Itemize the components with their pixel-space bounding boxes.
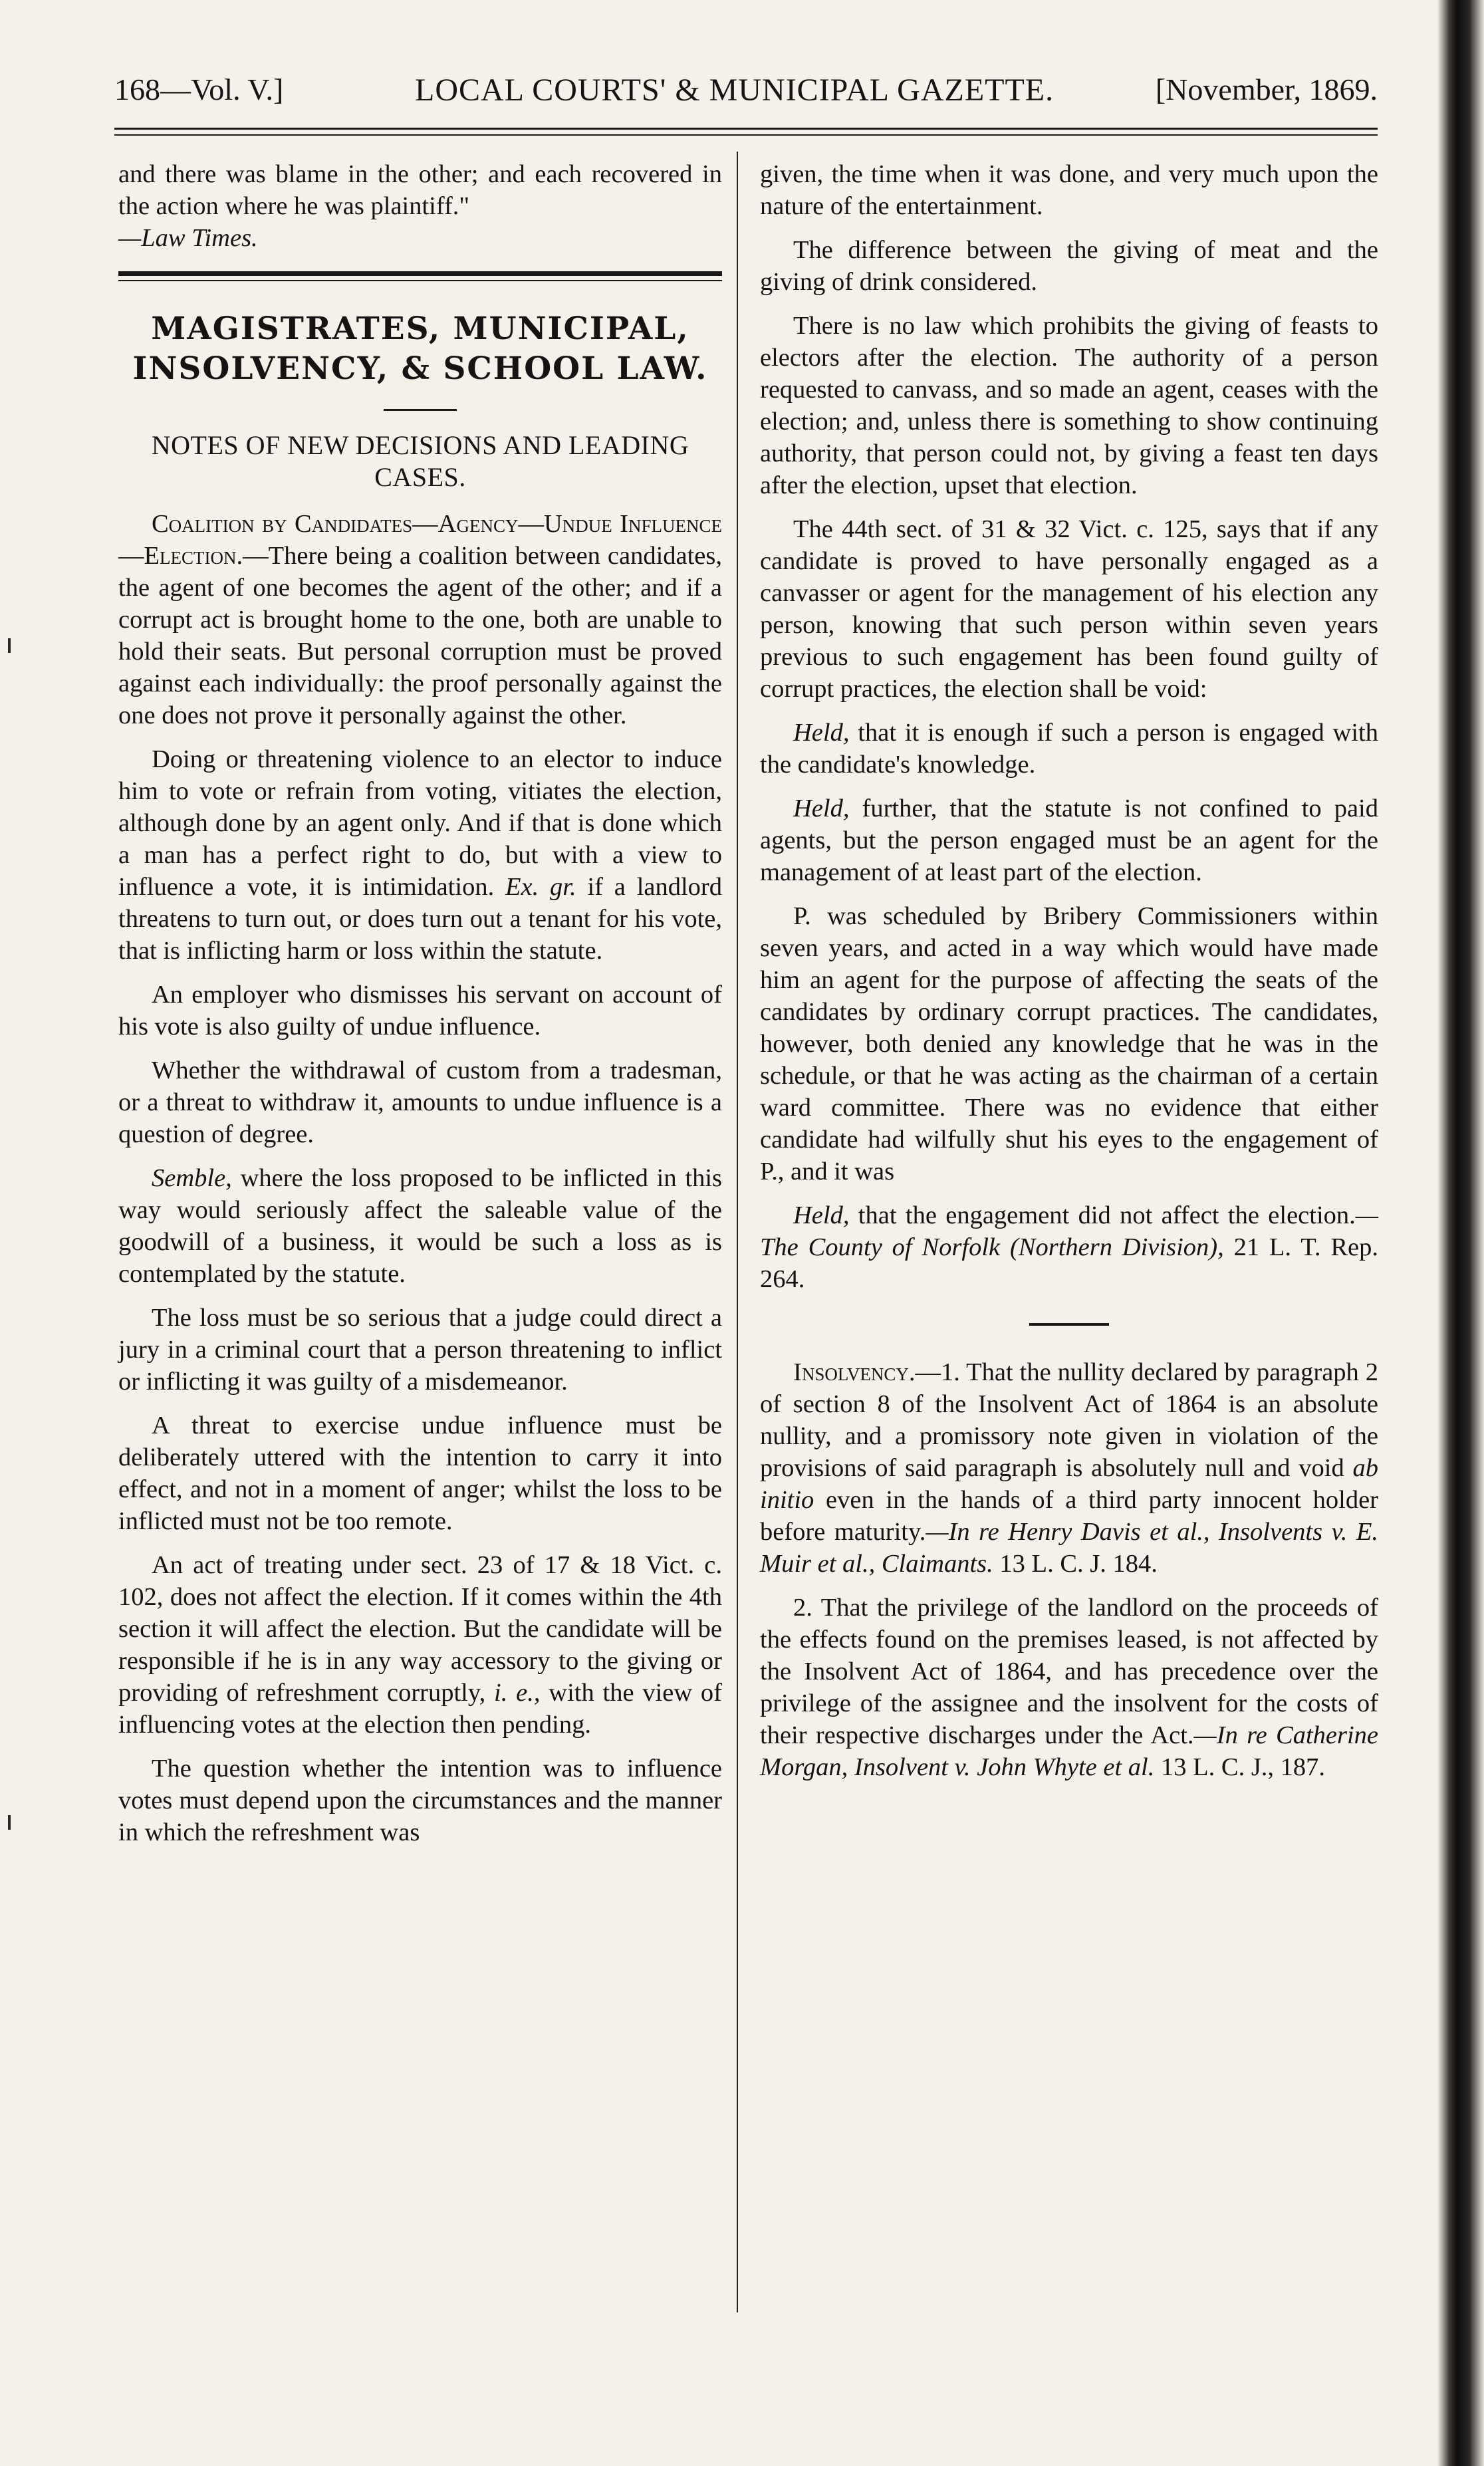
paragraph: There is no law which prohibits the giving of feasts to electors after the election. The authority of a person requested to canvass, and so made an agent, ceases with the election; and, unless there is something to show continuing authority, that person could not, by giving a feast ten days after the election, upset that election.: [760, 312, 1378, 499]
case-citation: —In re Catherine Morgan, Insolvent v. John Whyte et al.: [760, 1721, 1378, 1781]
header-rule-thin: [114, 134, 1378, 136]
issue-date: [November, 1869.: [1155, 72, 1378, 106]
paragraph: Held, that it is enough if such a person is engaged with the candidate's knowledge.: [760, 719, 1378, 779]
paragraph: Held, further, that the statute is not confined to paid agents, but the person engaged must be an agent for the management of at least part of the election.: [760, 795, 1378, 886]
margin-mark: [8, 638, 11, 653]
case-citation: —In re Henry Davis et al., Insolvents v. E. Muir et al., Claimants.: [760, 1518, 1378, 1578]
paragraph: The question whether the intention was to influence votes must depend upon the circumstances and the manner in which the refreshment was: [118, 1755, 722, 1846]
paragraph: P. was scheduled by Bribery Commissioners within seven years, and acted in a way which would have made him an agent for the purpose of affecting the seats of the candidates by ordinary corrupt practices. The candidates, however, both denied any knowledge that he was in the schedule, or that he was acting as the chairman of a certain ward committee. There was no evidence that either candidate had wilfully shut his eyes to the engagement of P., and it was: [760, 902, 1378, 1185]
paragraph: The 44th sect. of 31 & 32 Vict. c. 125, says that if any candidate is proved to have personally engaged as a canvasser or agent for the management of his election any person, knowing that such person within seven years previous to such engagement has been found guilty of corrupt practices, the election shall be void:: [760, 515, 1378, 703]
paragraph: An act of treating under sect. 23 of 17 & 18 Vict. c. 102, does not affect the election. If it comes within the 4th section it will affect the election. But the candidate will be responsible if he is in any way accessory to the giving or providing of refreshment corruptly, i. e., with the view of influencing votes at the election then pending.: [118, 1551, 723, 1739]
page-header: [114, 72, 1378, 125]
header-rule: [114, 128, 1378, 130]
paragraph: Whether the withdrawal of custom from a tradesman, or a threat to withdraw it, amounts to undue influence is a question of degree.: [118, 1056, 722, 1148]
scan-edge: [1437, 0, 1484, 2466]
page-volume: 168—Vol. V.]: [114, 72, 284, 106]
continuation-text: and there was blame in the other; and each recovered in the action where he was plaintiff." —Law Times.: [118, 160, 722, 252]
case-insolvency: Insolvency.—1. That the nullity declared by paragraph 2 of section 8 of the Insolvent Act of 1864 is an absolute nullity, and a promissory note given in violation of the provisions of said paragraph is absolutely null and void ab initio even in the hands of a third party innocent holder before maturity.—In re Henry Davis et al., Insolvents v. E. Muir et al., Claimants. 13 L. C. J. 184.: [760, 1358, 1378, 1578]
paragraph: Doing or threatening violence to an elector to induce him to vote or refrain from voting, vitiates the election, although done by an agent only. And if that is done which a man has a perfect right to do, but with a view to influence a vote, it is intimidation. Ex. gr. if a landlord threatens to turn out, or does turn out a tenant for his vote, that is inflicting harm or loss within the statute.: [118, 745, 722, 965]
paragraph: Semble, where the loss proposed to be inflicted in this way would seriously affect the saleable value of the goodwill of a business, it would be such a loss as is contemplated by the statute.: [118, 1164, 722, 1288]
case-citation: —The County of Norfolk (Northern Division),: [760, 1201, 1378, 1261]
paragraph: A threat to exercise undue influence must be deliberately uttered with the intention to carry it into effect, and not in a moment of anger; whilst the loss to be inflicted must not be too remote.: [118, 1412, 722, 1535]
case-lead: Insolvency.: [793, 1358, 916, 1386]
right-column: [760, 158, 1378, 1795]
left-column: [118, 158, 722, 1860]
paragraph: The loss must be so serious that a judge could direct a jury in a criminal court that a person threatening to inflict or inflicting it was guilty of a misdemeanor.: [118, 1304, 722, 1396]
section-title: MAGISTRATES, MUNICIPAL, INSOLVENCY, & SCHOOL LAW.: [132, 310, 708, 387]
paragraph: Held, that the engagement did not affect the election.—The County of Norfolk (Northern Division), 21 L. T. Rep. 264.: [760, 1201, 1378, 1293]
source-citation: —Law Times.: [118, 224, 258, 252]
case-lead: Coalition by Candidates—Agency—Undue Influence—Election.: [118, 510, 722, 570]
case-separator-rule: [1029, 1323, 1109, 1326]
paragraph: given, the time when it was done, and very much upon the nature of the entertainment.: [760, 160, 1378, 220]
case-coalition: Coalition by Candidates—Agency—Undue Influence—Election.—There being a coalition between candidates, the agent of one becomes the agent of the other; and if a corrupt act is brought home to the one, both are unable to hold their seats. But personal corruption must be proved against each individually: the proof personally against the one does not prove it personally against the other.: [118, 510, 722, 729]
subhead: NOTES OF NEW DECISIONS AND LEADING CASES.: [151, 430, 689, 492]
paragraph: 2. That the privilege of the landlord on the proceeds of the effects found on the premises leased, is not affected by the Insolvent Act of 1864, and has precedence over the privilege of the assignee and the insolvent for the costs of their respective discharges under the Act.—In re Catherine Morgan, Insolvent v. John Whyte et al. 13 L. C. J., 187.: [760, 1594, 1378, 1781]
title-rule: [384, 409, 457, 411]
section-rule: [118, 271, 722, 281]
column-divider: [737, 152, 738, 2312]
gazette-title: LOCAL COURTS' & MUNICIPAL GAZETTE.: [415, 72, 1054, 108]
margin-mark: [8, 1815, 11, 1830]
paragraph: The difference between the giving of meat and the giving of drink considered.: [760, 236, 1378, 296]
paragraph: An employer who dismisses his servant on account of his vote is also guilty of undue influence.: [118, 981, 722, 1041]
